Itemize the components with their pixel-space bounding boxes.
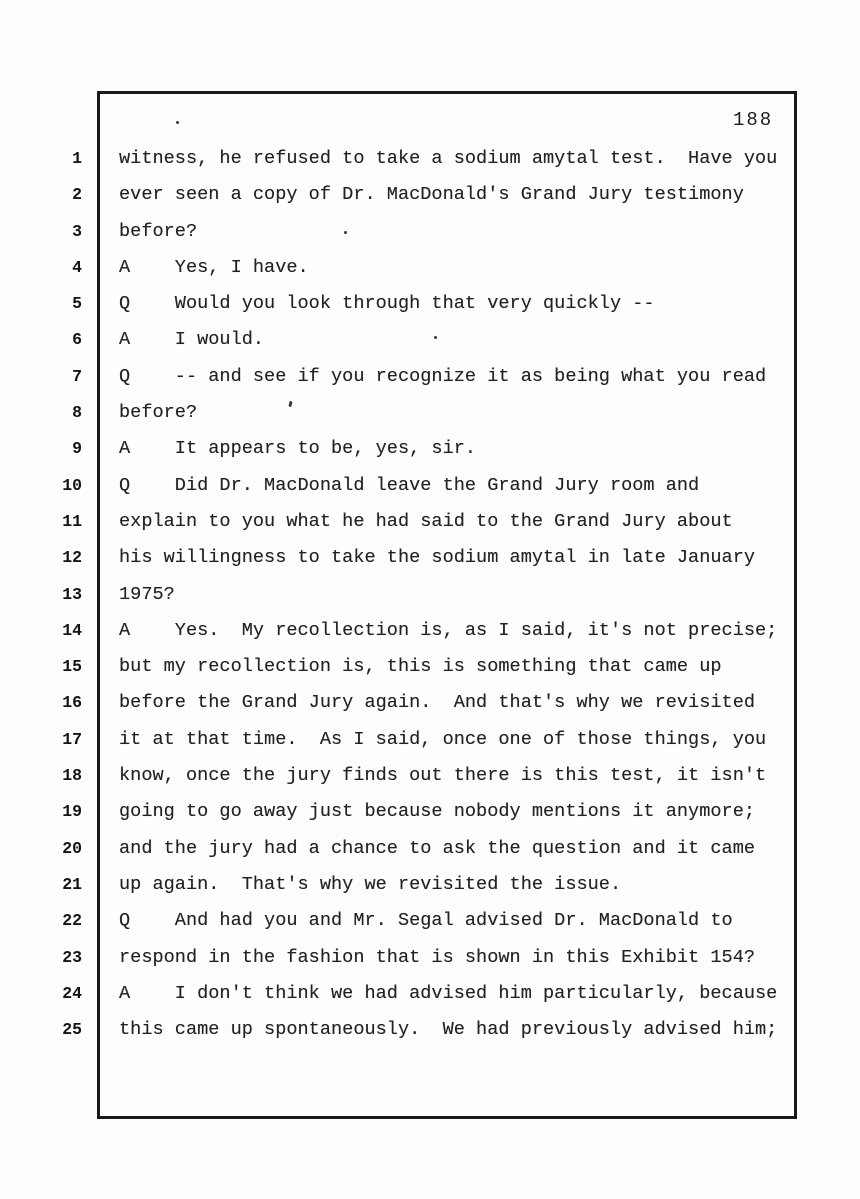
line-number: 2 (72, 185, 82, 205)
transcript-line: and the jury had a chance to ask the question and it came (119, 837, 756, 859)
line-number: 17 (62, 729, 82, 749)
transcript-line: his willingness to take the sodium amytal in late January (119, 547, 756, 569)
transcript-line: up again. That's why we revisited the issue. (119, 873, 622, 895)
line-number: 23 (62, 947, 82, 967)
line-number: 11 (62, 511, 82, 531)
transcript-line: respond in the fashion that is shown in this Exhibit 154? (119, 946, 756, 968)
transcript-line: explain to you what he had said to the Grand Jury about (119, 510, 733, 532)
transcript-line: Q Would you look through that very quickly -- (119, 293, 655, 315)
line-number: 3 (72, 221, 82, 241)
transcript-line: ever seen a copy of Dr. MacDonald's Grand Jury testimony (119, 184, 744, 206)
line-number: 12 (62, 548, 82, 568)
line-number: 24 (62, 983, 82, 1003)
transcript-line: Q And had you and Mr. Segal advised Dr. MacDonald to (119, 910, 733, 932)
line-number: 1 (72, 149, 82, 168)
transcript-line: before? (119, 220, 198, 242)
transcript-line: before? (119, 402, 198, 424)
line-number: 14 (62, 620, 82, 640)
line-number: 4 (72, 257, 82, 277)
line-number: 21 (62, 874, 82, 894)
line-number: 9 (72, 439, 82, 459)
line-number: 15 (62, 657, 82, 677)
line-number: 22 (62, 911, 82, 931)
transcript-line: going to go away just because nobody mentions it anymore; (119, 801, 756, 823)
line-number: 6 (72, 330, 82, 350)
scan-speck (176, 121, 179, 124)
transcript-line: A I would. (119, 329, 265, 351)
line-number: 20 (62, 838, 82, 858)
line-number: 5 (72, 294, 82, 314)
scan-speck (344, 231, 347, 234)
line-number: 13 (62, 584, 82, 604)
line-number: 19 (62, 802, 82, 822)
line-number-column (50, 141, 82, 1048)
transcript-line: A Yes. My recollection is, as I said, it's not precise; (119, 619, 778, 641)
line-number: 8 (72, 403, 82, 423)
transcript-line: A I don't think we had advised him particularly, because (119, 982, 778, 1004)
page-number: 188 (733, 109, 774, 131)
line-number: 18 (62, 766, 82, 786)
line-number: 16 (62, 693, 82, 713)
transcript-line: it at that time. As I said, once one of those things, you (119, 728, 767, 750)
transcript-line: before the Grand Jury again. And that's why we revisited (119, 692, 756, 714)
transcript-line: but my recollection is, this is something that came up (119, 656, 722, 678)
transcript-line: A Yes, I have. (119, 256, 309, 278)
transcript-line: Q -- and see if you recognize it as being what you read (119, 365, 767, 387)
line-number: 10 (62, 475, 82, 495)
transcript-line: this came up spontaneously. We had previously advised him; (119, 1019, 778, 1041)
transcript-line: A It appears to be, yes, sir. (119, 438, 477, 460)
transcript-line: witness, he refused to take a sodium amytal test. Have you (119, 148, 778, 169)
transcript-rows (119, 141, 791, 1048)
line-number: 25 (62, 1020, 82, 1040)
transcript-line: know, once the jury finds out there is this test, it isn't (119, 765, 767, 787)
transcript-line: 1975? (119, 583, 175, 605)
line-number: 7 (72, 366, 82, 386)
scan-speck (434, 336, 437, 339)
transcript-line: Q Did Dr. MacDonald leave the Grand Jury room and (119, 474, 700, 496)
